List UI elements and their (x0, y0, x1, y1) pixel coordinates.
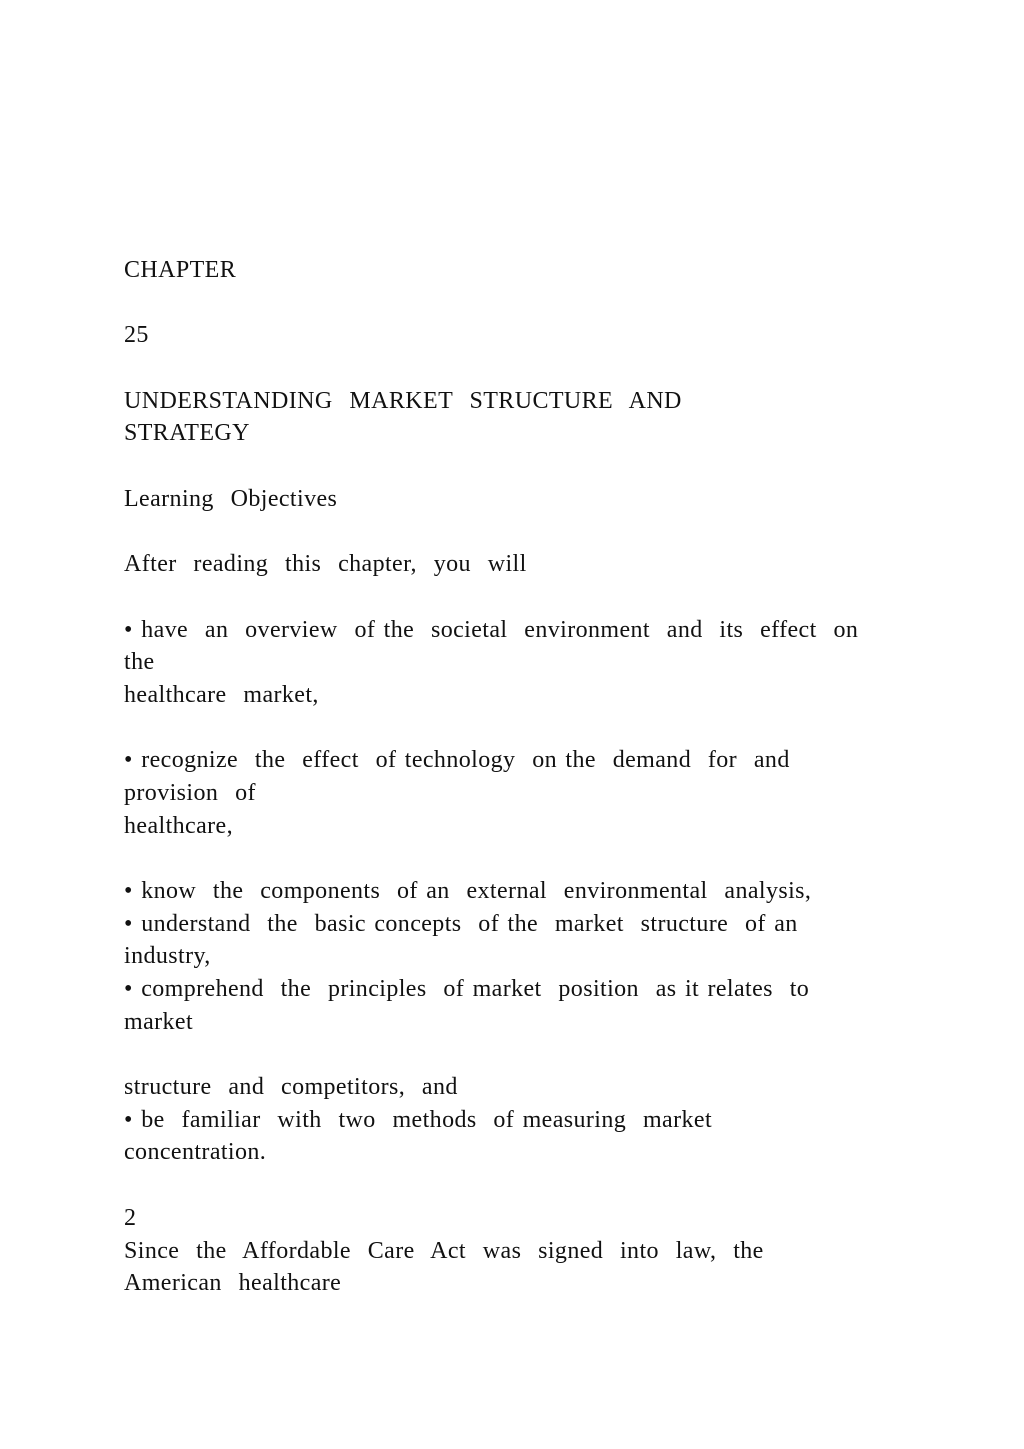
objective-line: healthcare, (124, 813, 233, 839)
objective-line: • be familiar with two methods of measuring market (124, 1107, 713, 1133)
body-text-line-2: American healthcare (124, 1270, 342, 1296)
chapter-label: CHAPTER (124, 257, 237, 283)
page-number: 2 (124, 1205, 137, 1231)
objective-line: • understand the basic concepts of the market structure of an (124, 911, 798, 937)
chapter-title-line-2: STRATEGY (124, 420, 250, 446)
objective-line: concentration. (124, 1139, 267, 1165)
chapter-number: 25 (124, 322, 149, 348)
body-text-line-1: Since the Affordable Care Act was signed into law, the (124, 1238, 764, 1264)
objective-line: the (124, 649, 155, 675)
objective-line: • have an overview of the societal environment and its effect on (124, 617, 859, 643)
chapter-title-line-1: UNDERSTANDING MARKET STRUCTURE AND (124, 388, 682, 414)
objective-line: industry, (124, 943, 211, 969)
objective-line: • recognize the effect of technology on the demand for and (124, 747, 790, 773)
objective-line: market (124, 1009, 194, 1035)
objective-line: • comprehend the principles of market position as it relates to (124, 976, 810, 1002)
intro-text: After reading this chapter, you will (124, 551, 527, 577)
objective-line: healthcare market, (124, 682, 319, 708)
objective-line: structure and competitors, and (124, 1074, 458, 1100)
section-heading: Learning Objectives (124, 486, 338, 512)
objective-line: provision of (124, 780, 256, 806)
objective-line: • know the components of an external environmental analysis, (124, 878, 812, 904)
